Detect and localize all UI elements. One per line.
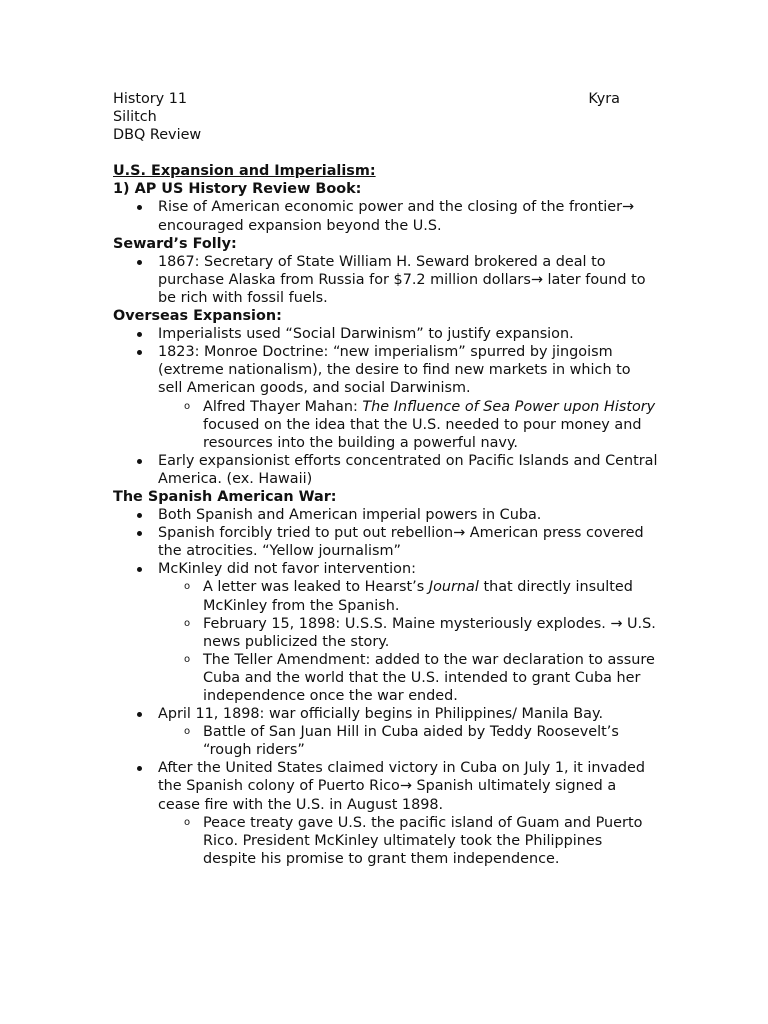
bullet-list bbox=[113, 506, 658, 868]
bullet-list bbox=[113, 253, 658, 307]
sub-list bbox=[158, 814, 658, 868]
arrow-icon: → bbox=[453, 525, 466, 542]
sub-list-item: o Battle of San Juan Hill in Cuba aided by Teddy Roosevelt’s “rough riders” bbox=[158, 723, 658, 759]
student-first-name: Kyra bbox=[588, 91, 620, 107]
sub-list bbox=[158, 723, 658, 759]
sub-list-item: o February 15, 1898: U.S.S. Maine mysteriously explodes. → U.S. news publicized the story. bbox=[158, 615, 658, 651]
list-item: McKinley did not favor intervention: o A letter was leaked to Hearst’s Journal that directly insulted McKinley from the Spanish. o February 15, 1898: U.S.S. Maine mysteriously explodes. → U.S. news publicized the story. o The Teller Amendment: added to the war declaration to assure Cuba and the world that the U.S. intended to grant Cuba her independence once the war ended. bbox=[113, 560, 658, 705]
section-heading-review-book: 1) AP US History Review Book: bbox=[113, 181, 362, 198]
list-item: Both Spanish and American imperial powers in Cuba. bbox=[113, 506, 658, 524]
course-name: History 11 bbox=[113, 91, 188, 107]
list-item: Imperialists used “Social Darwinism” to justify expansion. bbox=[113, 325, 658, 343]
document-page bbox=[113, 90, 658, 868]
section-heading-sewards-folly: Seward’s Folly: bbox=[113, 235, 237, 252]
section-heading-overseas-expansion: Overseas Expansion: bbox=[113, 308, 282, 325]
newspaper-title: Journal bbox=[428, 579, 479, 596]
student-last-name: Silitch bbox=[113, 109, 157, 126]
list-item: April 11, 1898: war officially begins in Philippines/ Manila Bay. o Battle of San Juan Hill in Cuba aided by Teddy Roosevelt’s “rough riders” bbox=[113, 705, 658, 759]
sub-list-item: o A letter was leaked to Hearst’s Journal that directly insulted McKinley from the Spanish. bbox=[158, 578, 658, 614]
bullet-list bbox=[113, 325, 658, 488]
bullet-list bbox=[113, 198, 658, 234]
book-title: The Influence of Sea Power upon History bbox=[362, 398, 656, 415]
list-item: Rise of American economic power and the closing of the frontier→ encouraged expansion beyond the U.S. bbox=[113, 198, 658, 234]
document-title: U.S. Expansion and Imperialism: bbox=[113, 163, 376, 180]
sub-list bbox=[158, 578, 658, 705]
sub-list-item: o Peace treaty gave U.S. the pacific island of Guam and Puerto Rico. President McKinley ultimately took the Philippines despite his promise to grant them independence. bbox=[158, 814, 658, 868]
arrow-icon: → bbox=[399, 778, 412, 795]
section-heading-spanish-american-war: The Spanish American War: bbox=[113, 488, 337, 505]
spacer bbox=[113, 144, 658, 162]
sub-list bbox=[158, 398, 658, 452]
sub-list-item: o Alfred Thayer Mahan: The Influence of Sea Power upon History focused on the idea that the U.S. needed to pour money and resources into the building a powerful navy. bbox=[158, 398, 658, 452]
arrow-icon: → bbox=[622, 199, 635, 216]
arrow-icon: → bbox=[530, 271, 543, 288]
arrow-icon: → bbox=[610, 615, 623, 632]
assignment-name: DBQ Review bbox=[113, 127, 202, 144]
list-item: After the United States claimed victory in Cuba on July 1, it invaded the Spanish colony of Puerto Rico→ Spanish ultimately signed a cease fire with the U.S. in August 1898. o Peace treaty gave U.S. the pacific island of Guam and Puerto Rico. President McKinley ultimately took the Philippines despite his promise to grant them independence. bbox=[113, 759, 658, 868]
list-item: Spanish forcibly tried to put out rebellion→ American press covered the atrocities. “Yellow journalism” bbox=[113, 524, 658, 560]
list-item: 1823: Monroe Doctrine: “new imperialism” spurred by jingoism (extreme nationalism), the desire to find new markets in which to sell American goods, and social Darwinism. o Alfred Thayer Mahan: The Influence of Sea Power upon History focused on the idea that the U.S. needed to pour money and resources into the building a powerful navy. bbox=[113, 343, 658, 452]
list-item: Early expansionist efforts concentrated on Pacific Islands and Central America. (ex. Hawaii) bbox=[113, 452, 658, 488]
header-line bbox=[113, 90, 620, 108]
sub-list-item: o The Teller Amendment: added to the war declaration to assure Cuba and the world that the U.S. intended to grant Cuba her independence once the war ended. bbox=[158, 651, 658, 705]
list-item: 1867: Secretary of State William H. Seward brokered a deal to purchase Alaska from Russia for $7.2 million dollars→ later found to be rich with fossil fuels. bbox=[113, 253, 658, 307]
